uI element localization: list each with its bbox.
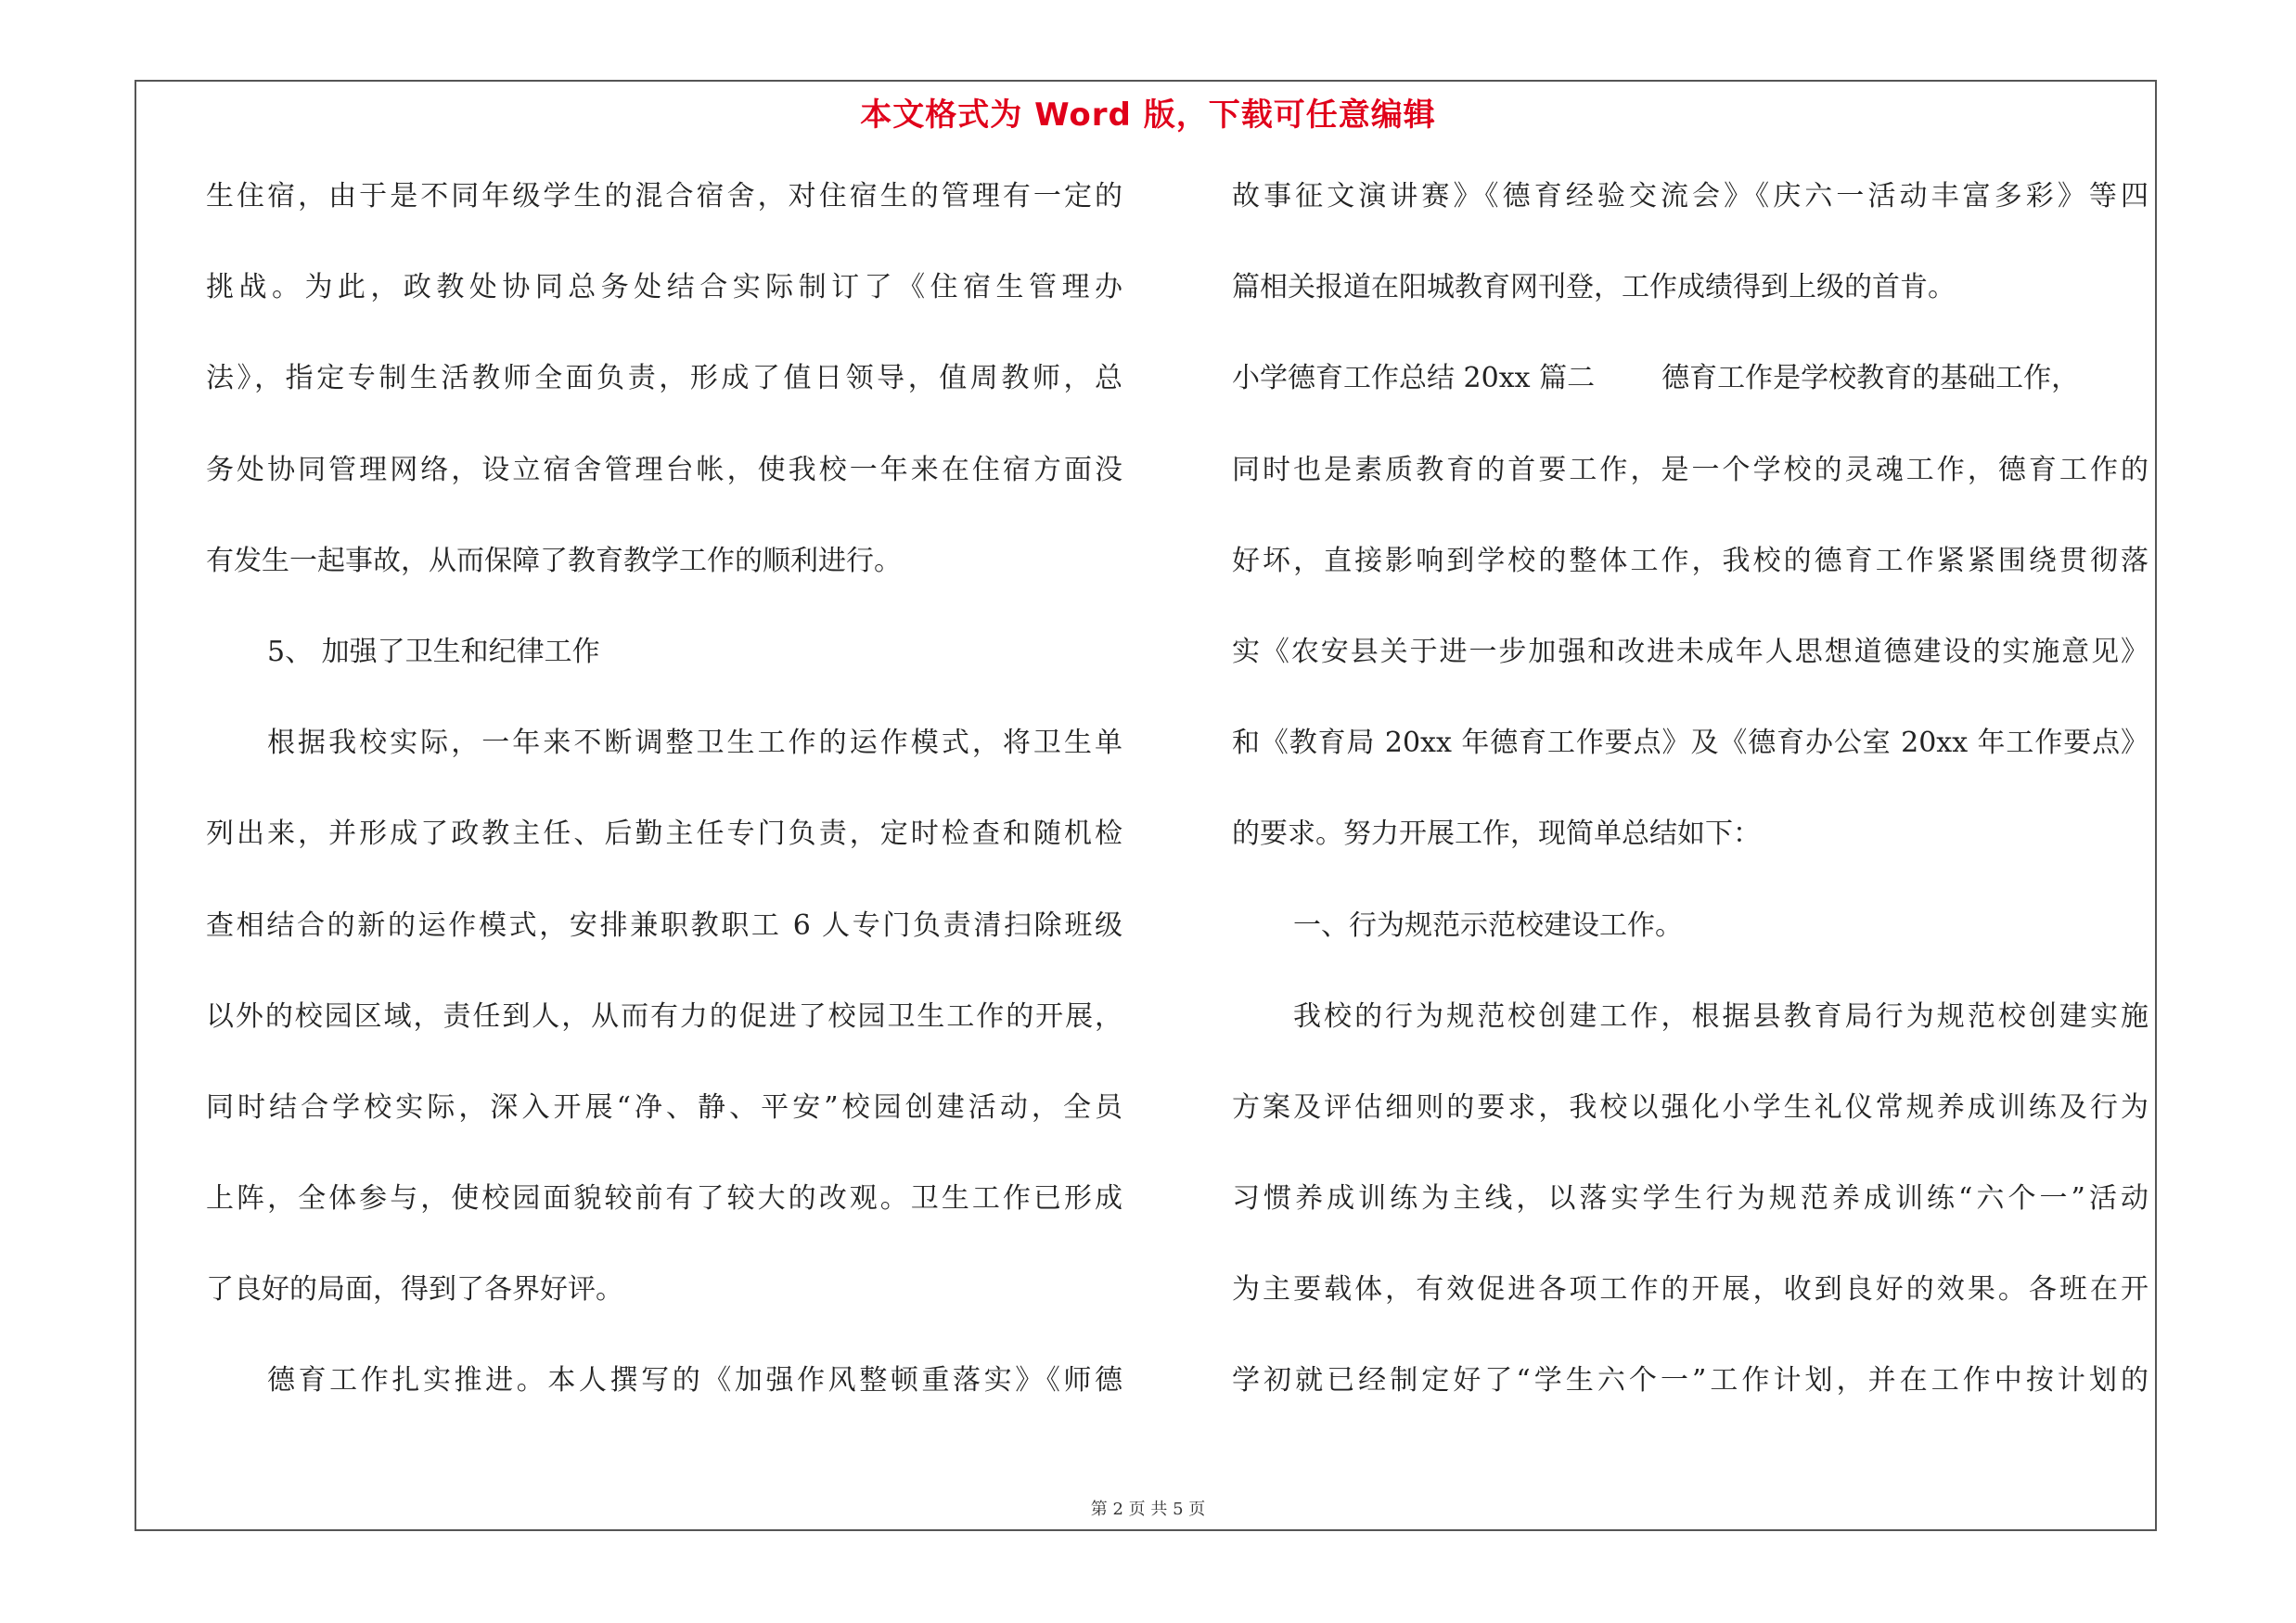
text-line: 为主要载体，有效促进各项工作的开展，收到良好的效果。各班在开	[1232, 1273, 2148, 1307]
text-line: 列出来，并形成了政教主任、后勤主任专门负责，定时检查和随机检	[206, 818, 1122, 851]
text-line: 篇相关报道在阳城教育网刊登，工作成绩得到上级的首肯。	[1232, 271, 1956, 304]
section-heading: 一、行为规范示范校建设工作。	[1293, 908, 1683, 942]
text-line: 有发生一起事故，从而保障了教育教学工作的顺利进行。	[206, 544, 902, 577]
text-line: 和《教育局 20xx 年德育工作要点》及《德育办公室 20xx 年工作要点》	[1232, 727, 2148, 760]
page-number: 第 2 页 共 5 页	[1090, 1500, 1206, 1519]
text-line: 的要求。努力开展工作，现简单总结如下：	[1232, 818, 1761, 851]
text-line: 挑战。为此，政教处协同总务处结合实际制订了《住宿生管理办	[206, 271, 1122, 304]
text-line: 以外的校园区域，责任到人，从而有力的促进了校园卫生工作的开展，	[206, 999, 1122, 1033]
word-format-banner: 本文格式为 Word 版，下载可任意编辑	[860, 97, 1436, 134]
text-line: 法》，指定专制生活教师全面负责，形成了值日领导，值周教师，总	[206, 362, 1122, 395]
left-text-column	[206, 178, 1122, 1454]
section-heading: 5、 加强了卫生和纪律工作	[267, 635, 600, 668]
text-line: 查相结合的新的运作模式，安排兼职教职工 6 人专门负责清扫除班级	[206, 908, 1122, 942]
text-line: 故事征文演讲赛》《德育经验交流会》《庆六一活动丰富多彩》等四	[1232, 180, 2148, 213]
section-title: 小学德育工作总结 20xx 篇二	[1232, 362, 1596, 395]
text-line: 了良好的局面，得到了各界好评。	[206, 1273, 623, 1307]
text-line: 学初就已经制定好了“学生六个一”工作计划，并在工作中按计划的	[1232, 1364, 2148, 1398]
text-line: 好坏，直接影响到学校的整体工作，我校的德育工作紧紧围绕贯彻落	[1232, 544, 2148, 577]
text-line: 务处协同管理网络，设立宿舍管理台帐，使我校一年来在住宿方面没	[206, 453, 1122, 486]
section-title-line	[1232, 360, 2148, 451]
text-line: 德育工作扎实推进。本人撰写的《加强作风整顿重落实》《师德	[267, 1364, 1122, 1398]
text-line: 我校的行为规范校创建工作，根据县教育局行为规范校创建实施	[1293, 999, 2148, 1033]
text-line: 同时结合学校实际，深入开展“净、静、平安”校园创建活动，全员	[206, 1090, 1122, 1124]
text-line: 同时也是素质教育的首要工作，是一个学校的灵魂工作，德育工作的	[1232, 453, 2148, 486]
text-line: 方案及评估细则的要求，我校以强化小学生礼仪常规养成训练及行为	[1232, 1090, 2148, 1124]
text-line: 习惯养成训练为主线，以落实学生行为规范养成训练“六个一”活动	[1232, 1182, 2148, 1216]
text-line: 生住宿，由于是不同年级学生的混合宿舍，对住宿生的管理有一定的	[206, 180, 1122, 213]
text-line: 上阵，全体参与，使校园面貌较前有了较大的改观。卫生工作已形成	[206, 1182, 1122, 1216]
text-line: 德育工作是学校教育的基础工作，	[1661, 362, 2080, 395]
text-line: 根据我校实际，一年来不断调整卫生工作的运作模式，将卫生单	[267, 727, 1122, 760]
right-text-column	[1232, 178, 2148, 1454]
text-line: 实《农安县关于进一步加强和改进未成年人思想道德建设的实施意见》	[1232, 635, 2148, 668]
